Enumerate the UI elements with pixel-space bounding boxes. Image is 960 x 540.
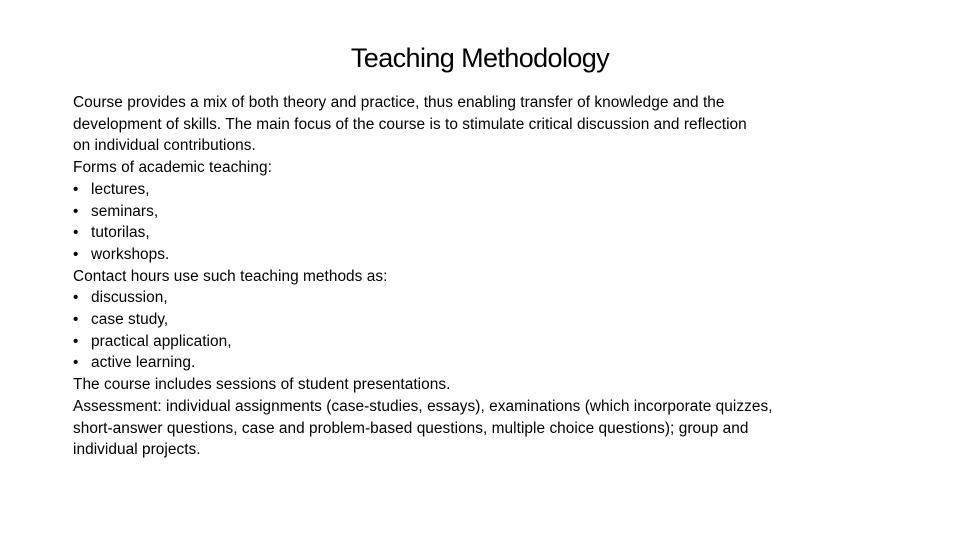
assessment-line-1: Assessment: individual assignments (case-studies, essays), examinations (which incorporate quizzes, [73,397,773,415]
contact-item-label: discussion, [91,289,168,307]
contact-heading: Contact hours use such teaching methods as: [73,267,388,285]
bullet-icon: • [73,354,79,372]
bullet-icon: • [73,224,79,242]
bullet-icon: • [73,332,79,350]
intro-line-3: on individual contributions. [73,137,256,155]
forms-heading: Forms of academic teaching: [73,159,272,177]
contact-item-label: practical application, [91,332,232,350]
contact-bullet-item [73,309,903,331]
contact-bullet-item [73,331,903,353]
bullet-icon: • [73,202,79,220]
forms-bullet-item [73,201,903,223]
intro-line-1: Course provides a mix of both theory and practice, thus enabling transfer of knowledge and the [73,94,725,111]
forms-bullet-item [73,179,903,201]
forms-item-label: lectures, [91,180,150,198]
slide-body [73,92,903,461]
forms-item-label: seminars, [91,202,159,220]
forms-item-label: workshops. [91,245,170,263]
contact-item-label: active learning. [91,354,196,372]
intro-line-2: development of skills. The main focus of the course is to stimulate critical discussion and reflection [73,115,747,133]
slide-title: Teaching Methodology [350,43,610,73]
contact-bullet-item [73,287,903,309]
forms-bullet-item [73,222,903,244]
assessment-line-2: short-answer questions, case and problem-based questions, multiple choice questions); group and [73,419,749,437]
assessment-line-3: individual projects. [73,441,201,459]
bullet-icon: • [73,180,79,198]
forms-bullet-item [73,244,903,266]
presentations-line: The course includes sessions of student presentations. [73,376,451,394]
bullet-icon: • [73,245,79,263]
contact-bullet-item [73,352,903,374]
bullet-icon: • [73,311,79,329]
forms-item-label: tutorilas, [91,224,150,242]
bullet-icon: • [73,289,79,307]
contact-item-label: case study, [91,311,169,329]
